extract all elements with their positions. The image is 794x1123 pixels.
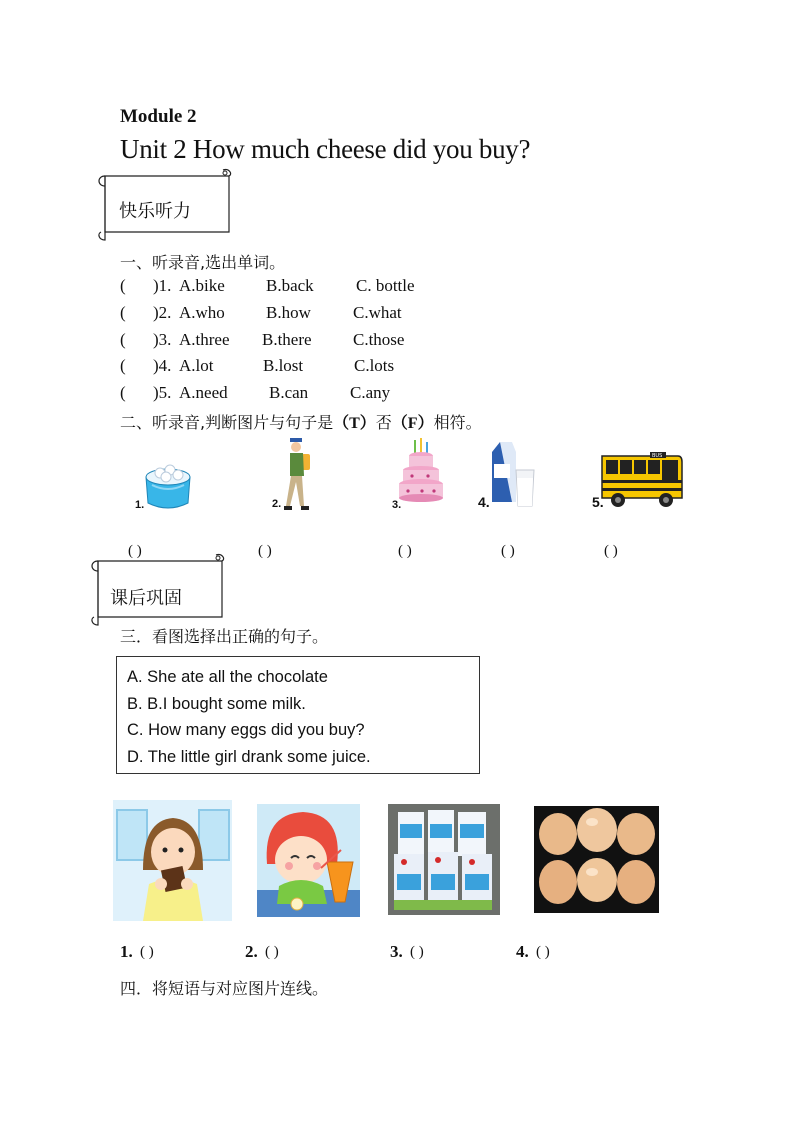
boy-walking-picture: 2.	[270, 436, 318, 516]
option-c: C. How many eggs did you buy?	[127, 721, 365, 739]
section2-title: 二、听录音,判断图片与句子是（T）否（F）相符。	[120, 413, 482, 432]
unit-title: Unit 2 How much cheese did you buy?	[120, 134, 531, 164]
section3-title: 三．看图选择出正确的句子。	[120, 627, 329, 646]
answer-blank[interactable]: ( )	[265, 944, 279, 960]
answer-label-2: 2.	[245, 942, 258, 961]
section1-title: 一、听录音,选出单词。	[120, 253, 286, 272]
banner-label-listening: 快乐听力	[119, 201, 191, 222]
answer-blank[interactable]: ( )	[410, 944, 424, 960]
option-b: B. B.I bought some milk.	[127, 695, 306, 713]
eggs-picture	[534, 806, 659, 913]
practice-banner	[88, 553, 228, 627]
milk-cartons-picture	[388, 804, 500, 915]
answer-blank[interactable]: ( )	[501, 543, 515, 559]
answer-blank[interactable]: ( )	[604, 543, 618, 559]
girl-juice-picture	[257, 804, 360, 917]
milk-picture: 4.	[478, 440, 540, 512]
answer-blank[interactable]: ( )	[258, 543, 272, 559]
answer-label-3: 3.	[390, 942, 403, 961]
options-box	[116, 656, 480, 774]
answer-blank[interactable]: ( )	[398, 543, 412, 559]
answer-blank[interactable]: ( )	[536, 944, 550, 960]
section4-title: 四．将短语与对应图片连线。	[120, 979, 329, 998]
answer-blank[interactable]: ( )	[140, 944, 154, 960]
girl-chocolate-picture	[113, 800, 232, 921]
answer-label-4: 4.	[516, 942, 529, 961]
answer-label-1: 1.	[120, 942, 133, 961]
answer-blank[interactable]: ( )	[128, 543, 142, 559]
birthday-cake-picture: 3.	[392, 436, 446, 514]
option-d: D. The little girl drank some juice.	[127, 748, 371, 766]
bus-sign-text: BUS	[652, 453, 663, 459]
banner-label-practice: 课后巩固	[110, 588, 182, 609]
module-label: Module 2	[120, 106, 197, 127]
school-bus-picture: 5. BUS	[590, 450, 684, 512]
option-a: A. She ate all the chocolate	[127, 668, 328, 686]
listening-banner	[95, 168, 235, 242]
sugar-bowl-picture: 1.	[132, 455, 202, 517]
